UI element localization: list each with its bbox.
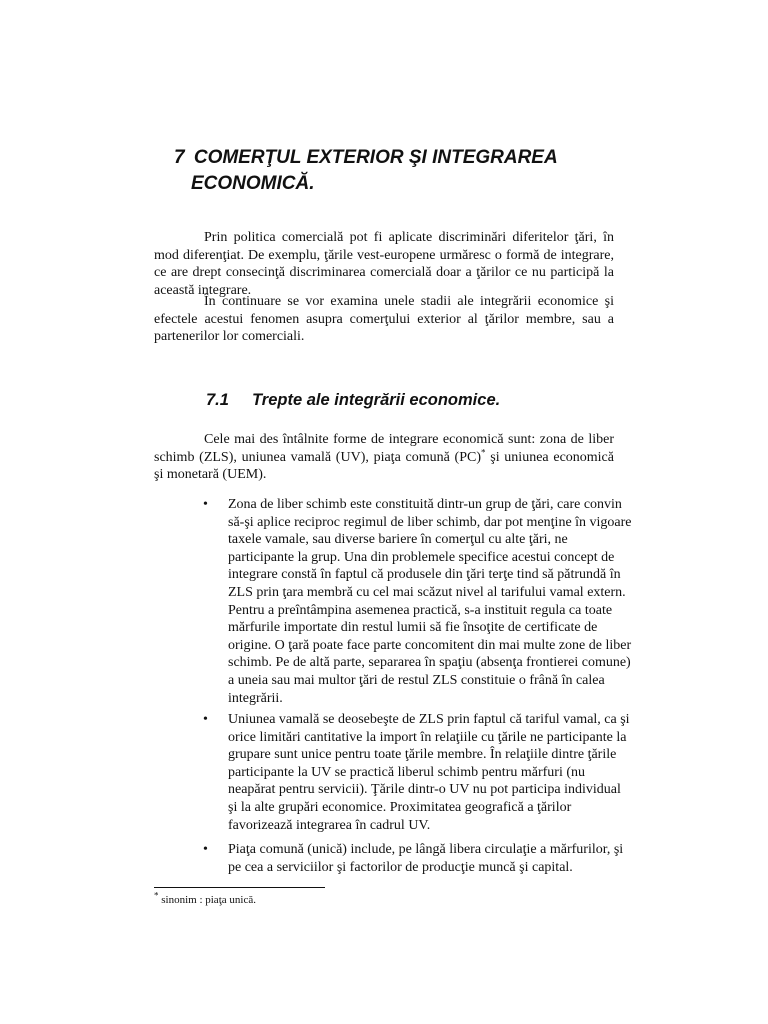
bullet-point: • (203, 842, 208, 857)
chapter-title (174, 145, 634, 197)
chapter-number: 7 (174, 147, 185, 168)
bullet-text-pc: Piaţa comună (unică) include, pe lângă libera circulaţie a mărfurilor, şi pe cea a serviciilor şi factorilor de producţie muncă şi capital. (228, 842, 624, 875)
chapter-title-line2: ECONOMICĂ. (191, 173, 315, 194)
bullet-point: • (203, 497, 208, 512)
section-intro-text-b: şi uniunea economică şi monetară (UEM). (154, 449, 614, 483)
chapter-title-line1: COMERŢUL EXTERIOR ŞI INTEGRAREA (193, 147, 558, 168)
footnote (154, 890, 256, 907)
intro-paragraph-1-text: Prin politica comercială pot fi aplicate discriminări diferitelor ţări, în mod diferenţiat. De exemplu, ţările vest-europene urmăresc o formă de integrare, ce are drept consecinţă discriminarea comercială doar a ţărilor ce nu participă la această integrare. (154, 230, 614, 298)
footnote-text: sinonim : piaţa unică. (158, 894, 256, 906)
section-intro-paragraph (154, 431, 614, 484)
footnote-separator (154, 887, 325, 888)
bullet-text-uv: Uniunea vamală se deosebeşte de ZLS prin faptul că tariful vamal, ca şi orice limitări cantitative la import în relaţiile cu ţările ne participante la grupare sunt unice pentru toate ţările membre. În relaţiile dintre ţările participante la UV se practică liberul schimb pentru mărfuri (nu neapărat pentru servicii). Ţările dintr-o UV nu pot participa individual şi la alte grupări economice. Proximitatea geografică a ţărilor favorizează integrarea în cadrul UV. (228, 712, 630, 833)
section-title (206, 391, 500, 410)
intro-paragraph-2 (154, 293, 614, 346)
section-intro-text-a: Cele mai des întâlnite forme de integrare economică sunt: zona de liber schimb (ZLS), uniunea vamală (UV), piaţa comună (PC) (154, 432, 614, 465)
footnote-mark: * (154, 890, 159, 901)
footnote-reference-mark: * (481, 446, 486, 457)
section-number: 7.1 (206, 391, 229, 409)
section-title-text: Trepte ale integrării economice. (252, 391, 501, 409)
bullet-point: • (203, 712, 208, 727)
bullet-text-zls: Zona de liber schimb este constituită dintr-un grup de ţări, care convin să-şi aplice reciproc regimul de liber schimb, dar pot menţine în vigoare taxele vamale, sau diverse bariere în comerţul cu alte ţări, ne participante la grup. Una din problemele specifice acestui concept de integrare constă în faptul că produsele din ţări terţe tind să pătrundă în ZLS prin ţara membră cu cel mai scăzut nivel al tarifului vamal extern. Pentru a preîntâmpina asemenea practică, s-a instituit regula ca toate mărfurile importate din restul lumii să fie însoţite de certificate de origine. O ţară poate face parte concomitent din mai multe zone de liber schimb. Pe de altă parte, separarea în spaţiu (absenţa frontierei comune) a uneia sau mai multor ţări de restul ZLS constituie o frână în calea integrării. (228, 497, 632, 706)
intro-paragraph-1 (154, 229, 614, 299)
intro-paragraph-2-text: În continuare se vor examina unele stadii ale integrării economice şi efectele acestui fenomen asupra comerţului exterior al ţărilor membre, sau a partenerilor lor comerciali. (154, 294, 614, 345)
